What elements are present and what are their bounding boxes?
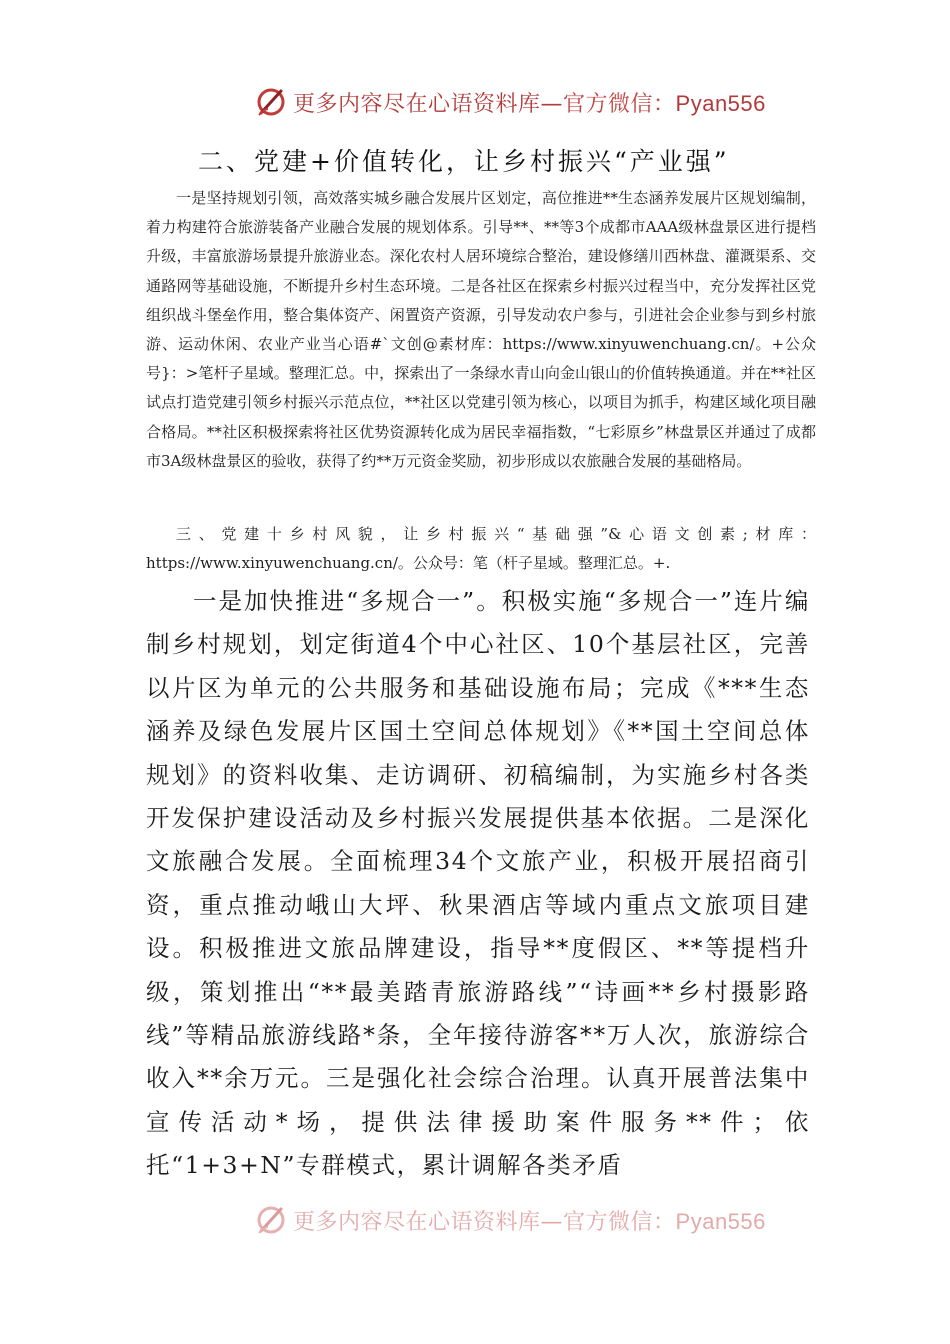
paragraph-block-1 [146, 184, 816, 476]
footer-slogan: 更多内容尽在心语资料库 [293, 1209, 541, 1235]
paragraph-3: 一是加快推进“多规合一”。积极实施“多规合一”连片编制乡村规划，划定街道4个中心社区、10个基层社区，完善以片区为单元的公共服务和基础设施布局；完成《***生态涵养及绿色发展片区国土空间总体规划》《**国土空间总体规划》的资料收集、走访调研、初稿编制，为实施乡村各类开发保护建设活动及乡村振兴发展提供基本依据。二是深化文旅融合发展。全面梳理34个文旅产业，积极开展招商引资，重点推动峨山大坪、秋果酒店等域内重点文旅项目建设。积极推进文旅品牌建设，指导**度假区、**等提档升级，策划推出“**最美踏青旅游路线”“诗画**乡村摄影路线”等精品旅游线路*条，全年接待游客**万人次，旅游综合收入**余万元。三是强化社会综合治理。认真开展普法集中宣传活动*场，提供法律援助案件服务**件；依托“1+3+N”专群模式，累计调解各类矛盾 [146, 587, 810, 1180]
wechat-label: 官方微信： [563, 91, 676, 117]
paragraph-1: 一是坚持规划引领，高效落实城乡融合发展片区划定，高位推进**生态涵养发展片区规划编制，着力构建符合旅游装备产业融合发展的规划体系。引导**、**等3个成都市AAA级林盘景区进行提档升级，丰富旅游场景提升旅游业态。深化农村人居环境综合整治，建设修缮川西林盘、灌溉渠系、交通路网等基础设施，不断提升乡村生态环境。二是各社区在探索乡村振兴过程当中，充分发挥社区党组织战斗堡垒作用，整合集体资产、闲置资产资源，引导发动农户参与，引进社会企业参与到乡村旅游、运动休闲、农业产业当心语#`文创@素材库：https://www.xinyuwenchuang.cn/。+公众号}：>笔杆子星域。整理汇总。中，探索出了一条绿水青山向金山银山的价值转换通道。并在**社区试点打造党建引领乡村振兴示范点位，**社区以党建引领为核心，以项目为抓手，构建区域化项目融合格局。**社区积极探索将社区优势资源转化成为居民幸福指数，“七彩原乡”林盘景区并通过了成都市3A级林盘景区的验收，获得了约**万元资金奖励，初步形成以农旅融合发展的基础格局。 [146, 189, 816, 470]
paragraph-block-2 [146, 520, 816, 578]
footer-wechat-label: 官方微信： [563, 1209, 676, 1235]
banner-slogan: 更多内容尽在心语资料库 [293, 91, 541, 117]
wechat-id: Pyan556 [675, 90, 766, 116]
banner-text [293, 87, 766, 118]
paragraph-block-3 [146, 580, 810, 1188]
paragraph-2: 三、党建十乡村风貌，让乡村振兴“基础强”&心语文创素;材库：https://www.xinyuwenchuang.cn/。公众号：笔（杆子星域。整理汇总。+. [146, 525, 816, 573]
brush-logo-icon-faded [255, 1203, 289, 1237]
footer-wechat-id: Pyan556 [675, 1208, 766, 1234]
banner-separator: — [540, 91, 564, 117]
header-banner [255, 82, 766, 122]
section-heading: 二、党建+价值转化，让乡村振兴“产业强” [198, 147, 730, 176]
footer-banner-text [293, 1205, 766, 1236]
footer-separator: — [540, 1209, 564, 1235]
brush-logo-icon [255, 85, 289, 119]
footer-banner [255, 1203, 766, 1237]
